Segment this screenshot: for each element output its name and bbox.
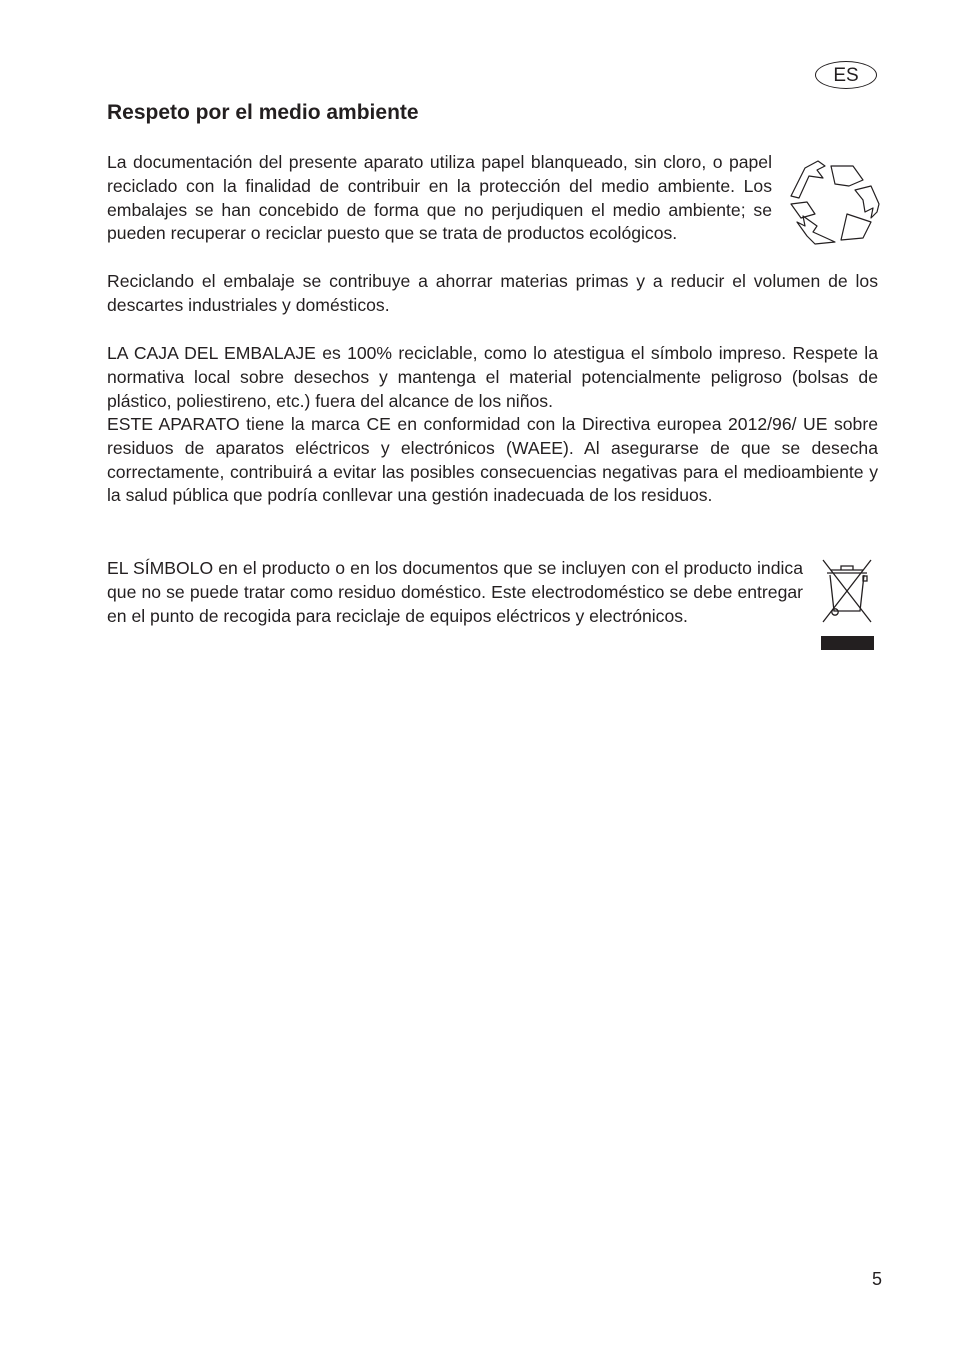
- paragraph-paper-packaging: La documentación del presente aparato utiliza papel blanqueado, sin cloro, o papel reciclado con la finalidad de contribuir en la protección del medio ambiente. Los embalajes se han concebido de forma que no perjudiquen el medio ambiente; se pueden recuperar o reciclar puesto que se trata de productos ecológicos.: [107, 152, 772, 244]
- paragraph-recycling-benefits: Reciclando el embalaje se contribuye a ahorrar materias primas y a reducir el volumen de los descartes industriales y domésticos.: [107, 271, 878, 315]
- paragraph-packaging-box: LA CAJA DEL EMBALAJE es 100% reciclable, como lo atestigua el símbolo impreso. Respete la normativa local sobre desechos y mantenga el material potencialmente peligroso (bolsas de plástico, poliestireno, etc.) fuera del alcance de los niños.: [107, 343, 878, 411]
- page-number: 5: [872, 1269, 883, 1289]
- recycle-icon: [785, 156, 881, 250]
- paragraph-ce-marking: ESTE APARATO tiene la marca CE en conformidad con la Directiva europea 2012/96/ UE sobre residuos de aparatos eléctricos y electrónicos (WAEE). Al asegurarse de que se desecha correctamente, contribuirá a evitar las posibles consecuencias negativas para el medioambiente y la salud pública que podría conllevar una gestión inadecuada de los residuos.: [107, 414, 878, 506]
- page-title: Respeto por el medio ambiente: [107, 101, 419, 124]
- language-badge: ES: [815, 61, 877, 89]
- crossed-out-wheelie-bin-icon: [819, 556, 875, 652]
- paragraph-weee-symbol: EL SÍMBOLO en el producto o en los documentos que se incluyen con el producto indica que no se puede tratar como residuo doméstico. Este electrodoméstico se debe entregar en el punto de recogida para reciclaje de equipos eléctricos y electrónicos.: [107, 558, 803, 626]
